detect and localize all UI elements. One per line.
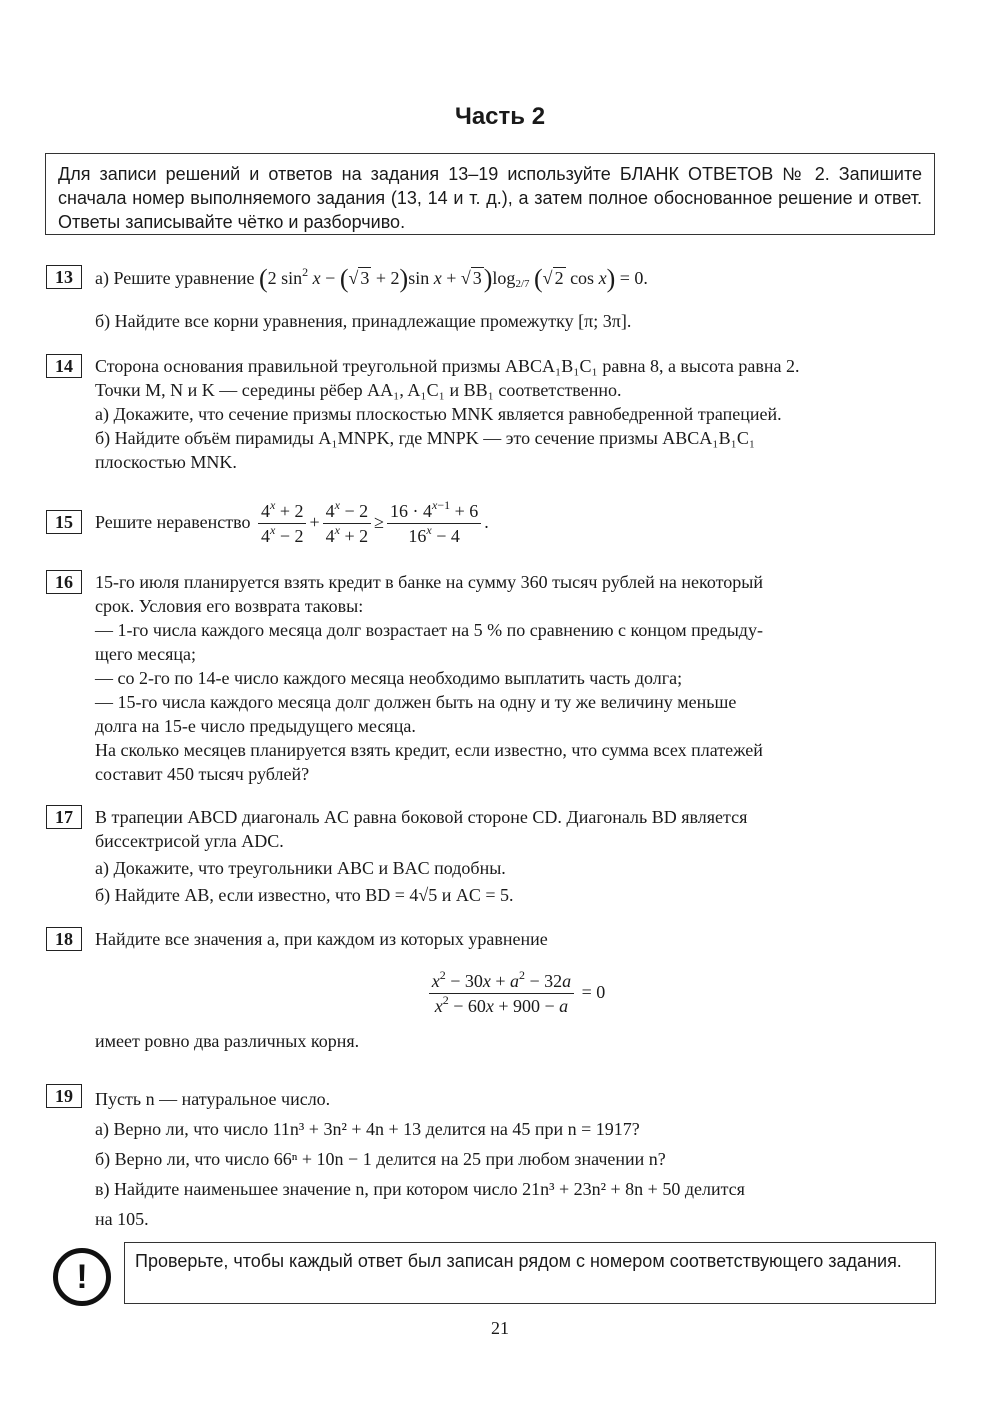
task-14-line: Точки M, N и K — середины рёбер AA₁, A₁C₁ и BB₁ соответственно. <box>95 380 622 400</box>
task-16 <box>46 570 936 786</box>
task-17-line: б) Найдите AB, если известно, что BD = 4√5 и AC = 5. <box>95 885 514 905</box>
task-number: 15 <box>46 510 82 534</box>
task-16-line: — 1-го числа каждого месяца долг возрастает на 5 % по сравнению с концом предыду- <box>95 620 763 640</box>
equation-13: (2 $\sin^2 x$ − (√ 3 + 2)sin x + √ $3)\log_{2/7}$ (√ 2 cos x) = 0 <box>258 264 644 293</box>
task-19-line: в) Найдите наименьшее значение n, при котором число 21n³ + 23n² + 8n + 50 делится <box>95 1179 745 1199</box>
task-14-line: б) Найдите объём пирамиды A₁MNPK, где MNPK — это сечение призмы ABCA₁B₁C₁ <box>95 428 756 448</box>
task-17-line: а) Докажите, что треугольники ABC и BAC подобны. <box>95 858 506 878</box>
task-number: 19 <box>46 1084 82 1108</box>
exclamation-icon: ! <box>53 1248 111 1306</box>
eq-period: . <box>643 268 648 288</box>
task-number: 17 <box>46 805 82 829</box>
task-17 <box>46 805 936 907</box>
task-14 <box>46 354 936 474</box>
task-number: 16 <box>46 570 82 594</box>
page-title: Часть 2 <box>454 103 546 130</box>
task-number: 18 <box>46 927 82 951</box>
inequality-15: $\frac{4^x + 2}{4^x - 2}$ + $\frac{4^x - 2}{4^x + 2}$ ≥ $\frac{16 \cdot 4^{x-1} + 6}{16^x - 4}$ . <box>255 512 489 532</box>
task-13-a <box>95 263 936 297</box>
task-19-line: Пусть n — натуральное число. <box>95 1089 331 1109</box>
task-19-line: а) Верно ли, что число 11n³ + 3n² + 4n + 13 делится на 45 при n = 1917? <box>95 1119 640 1139</box>
task-16-line: срок. Условия его возврата таковы: <box>95 596 364 616</box>
page-number: 21 <box>491 1318 509 1338</box>
task-13-b: б) Найдите все корни уравнения, принадлежащие промежутку [π; 3π]. <box>95 311 632 331</box>
task-17-line: биссектрисой угла ADC. <box>95 831 284 851</box>
task-16-line: 15-го июля планируется взять кредит в банке на сумму 360 тысяч рублей на некоторый <box>95 572 763 592</box>
task-15 <box>46 498 936 548</box>
instructions-box: Для записи решений и ответов на задания 13–19 используйте БЛАНК ОТВЕТОВ № 2. Запишите сначала номер выполняемого задания (13, 14 и т. д.), а затем полное обоснованное решение и ответ. Ответы записывайте чётко и разборчиво. <box>45 153 935 235</box>
task-15-text: Решите неравенство <box>95 512 251 532</box>
task-14-line: плоскостью MNK. <box>95 452 237 472</box>
task-14-line: а) Докажите, что сечение призмы плоскостью MNK является равнобедренной трапецией. <box>95 404 782 424</box>
task-16-line: — со 2-го по 14-е число каждого месяца необходимо выплатить часть долга; <box>95 668 683 688</box>
task-18 <box>46 927 936 1053</box>
task-16-line: На сколько месяцев планируется взять кредит, если известно, что сумма всех платежей <box>95 740 763 760</box>
task-13-a-text: а) Решите уравнение <box>95 268 255 288</box>
task-18-line: Найдите все значения a, при каждом из которых уравнение <box>95 929 548 949</box>
task-number: 13 <box>46 265 82 289</box>
task-17-line: В трапеции ABCD диагональ AC равна боковой стороне CD. Диагональ BD является <box>95 807 748 827</box>
task-18-line: имеет ровно два различных корня. <box>95 1031 360 1051</box>
task-13 <box>46 263 936 333</box>
task-19-line: б) Верно ли, что число 66ⁿ + 10n − 1 делится на 25 при любом значении n? <box>95 1149 666 1169</box>
task-14-line: Сторона основания правильной треугольной призмы ABCA₁B₁C₁ равна 8, а высота равна 2. <box>95 356 800 376</box>
task-16-line: долга на 15-е число предыдущего месяца. <box>95 716 416 736</box>
task-16-line: составит 450 тысяч рублей? <box>95 764 310 784</box>
equation-18: $\frac{x^2 - 30x + a^2 - 32a}{x^2 - 60x + 900 - a}$ = 0 <box>95 965 936 1019</box>
task-16-line: щего месяца; <box>95 644 197 664</box>
task-19 <box>46 1084 936 1234</box>
task-number: 14 <box>46 354 82 378</box>
task-19-line: на 105. <box>95 1209 149 1229</box>
note-box: Проверьте, чтобы каждый ответ был записан рядом с номером соответствующего задания. <box>124 1242 936 1304</box>
task-16-line: — 15-го числа каждого месяца долг должен быть на одну и ту же величину меньше <box>95 692 737 712</box>
